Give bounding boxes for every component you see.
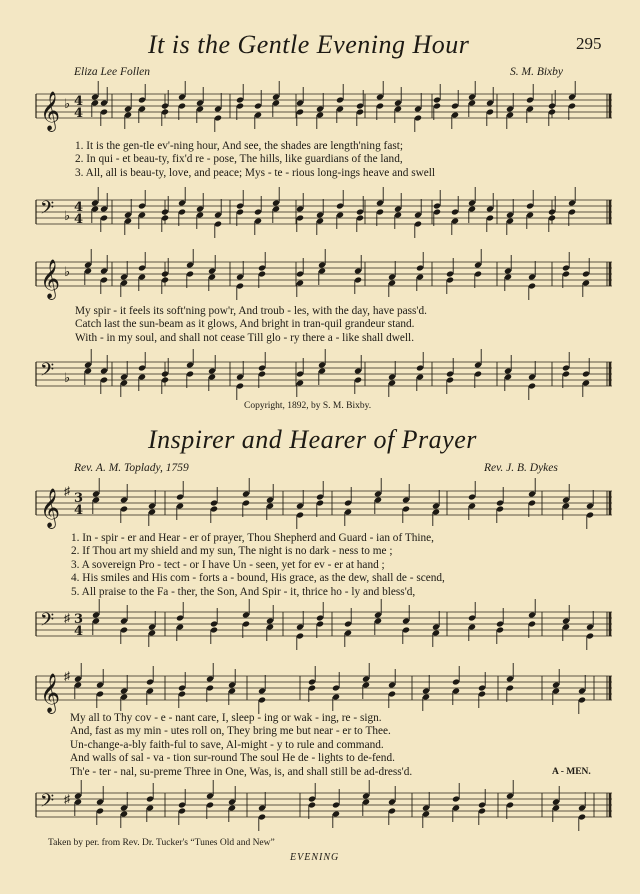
time-signature-numerator: 4 [74,94,84,109]
hymn2-verse4-line2: And walls of sal - va - tion sur-round The soul He de - lights to de-fend. [70,752,395,765]
flat-sign-icon: ♭ [64,208,71,223]
hymn1-verse2-line1: 2. In qui - et beau-ty, fix'd re - pose, The hills, like guardians of the land, [75,153,403,166]
hymn2-system2-treble [0,668,640,718]
hymn1-verse1-line2: My spir - it feels its soft'ning pow'r, And troub - les, with the day, have pass'd. [75,305,427,317]
hymn1-verses-row2 [75,305,427,345]
time-signature-numerator: 3 [74,491,84,506]
hymn2-verse2-line1: 2. If Thou art my shield and my sun, The night is no dark - ness to me ; [71,545,393,558]
hymn2-source-note: Taken by per. from Rev. Dr. Tucker's “Tunes Old and New” [48,838,275,848]
time-signature-denominator: 4 [74,624,84,639]
hymn1-system1-bass [0,192,640,242]
hymn2-system2-bass [0,785,640,835]
hymn2-verse5-line1: 5. All praise to the Fa - ther, the Son, And Spir - it, thrice ho - ly and bless'd, [71,585,416,598]
hymn1-verses-row1 [75,140,435,180]
hymn1-system2-treble [0,254,640,304]
hymn2-author: Rev. A. M. Toplady, 1759 [74,462,189,474]
hymn1-system1-treble [0,86,640,136]
hymn1-verse3-line2: With - in my soul, and shall not cease Till glo - ry there a - like shall dwell. [75,331,415,344]
time-signature-denominator: 4 [74,106,84,121]
hymn1-copyright: Copyright, 1892, by S. M. Bixby. [244,401,372,411]
hymn1-verse1-line1: 1. It is the gen-tle ev'-ning hour, And see, the shades are length'ning fast; [75,140,404,152]
hymn1-author: Eliza Lee Follen [74,66,151,78]
page-number: 295 [576,34,602,53]
bass-clef-icon: 𝄢 [40,360,55,385]
hymn2-system1-treble [0,483,640,533]
hymn2-verse3-line2: Un-change-a-bly faith-ful to save, Al-might - y to rule and command. [70,738,384,751]
flat-sign-icon: ♭ [64,264,71,279]
hymn2-verse2-line2: And, fast as my min - utes roll on, They bring me but near - er to Thee. [70,725,391,738]
hymn2-verse1-line1: 1. In - spir - er and Hear - er of prayer, Thou Shepherd and Guard - ian of Thine, [71,532,435,544]
hymn2-verse3-line1: 3. A sovereign Pro - tect - or I have Un - seen, yet for ev - er at hand ; [71,558,385,571]
sharp-sign-icon: ♯ [64,792,70,806]
hymn2-topic: EVENING [290,852,340,863]
hymn1-composer: S. M. Bixby [510,66,564,78]
flat-sign-icon: ♭ [64,370,71,385]
treble-clef-icon: 𝄞 [40,91,61,131]
hymn2-amen: A - MEN. [552,767,591,777]
hymn1-system2-bass [0,354,640,404]
hymn2-verse5-line2: Th'e - ter - nal, su-preme Three in One, Was, is, and shall still be ad-dress'd. [70,765,413,778]
hymn2-verse4-line1: 4. His smiles and His com - forts a - bound, His grace, as the dew, shall de - scend, [71,572,445,585]
bass-clef-icon: 𝄢 [40,791,55,816]
sharp-sign-icon: ♯ [64,611,70,625]
hymn1-title: It is the Gentle Evening Hour [148,30,470,59]
hymn2-verse1-line2: My all to Thy cov - e - nant care, I, sleep - ing or wak - ing, re - sign. [70,712,382,724]
hymn2-composer: Rev. J. B. Dykes [484,462,558,474]
time-signature-numerator: 4 [74,200,84,215]
hymn2-verses-row1 [71,532,445,599]
hymn2-verses-row2 [70,712,412,779]
time-signature-denominator: 4 [74,212,84,227]
time-signature-denominator: 4 [74,503,84,518]
treble-clef-icon: 𝄞 [40,259,61,299]
hymn1-verse2-line2: Catch last the sun-beam as it glows, And bright in tran-quil grandeur stand. [75,318,415,331]
flat-sign-icon: ♭ [64,96,71,111]
hymn2-system1-bass [0,604,640,654]
bass-clef-icon: 𝄢 [40,198,55,223]
hymn2-title: Inspirer and Hearer of Prayer [148,425,477,454]
sharp-sign-icon: ♯ [64,669,70,683]
treble-clef-icon: 𝄞 [40,488,61,528]
treble-clef-icon: 𝄞 [40,673,61,713]
hymn1-verse3-line1: 3. All, all is beau-ty, love, and peace; Mys - te - rious long-ings heave and swell [75,166,436,179]
sharp-sign-icon: ♯ [64,484,70,498]
time-signature-numerator: 3 [74,612,84,627]
bass-clef-icon: 𝄢 [40,610,55,635]
